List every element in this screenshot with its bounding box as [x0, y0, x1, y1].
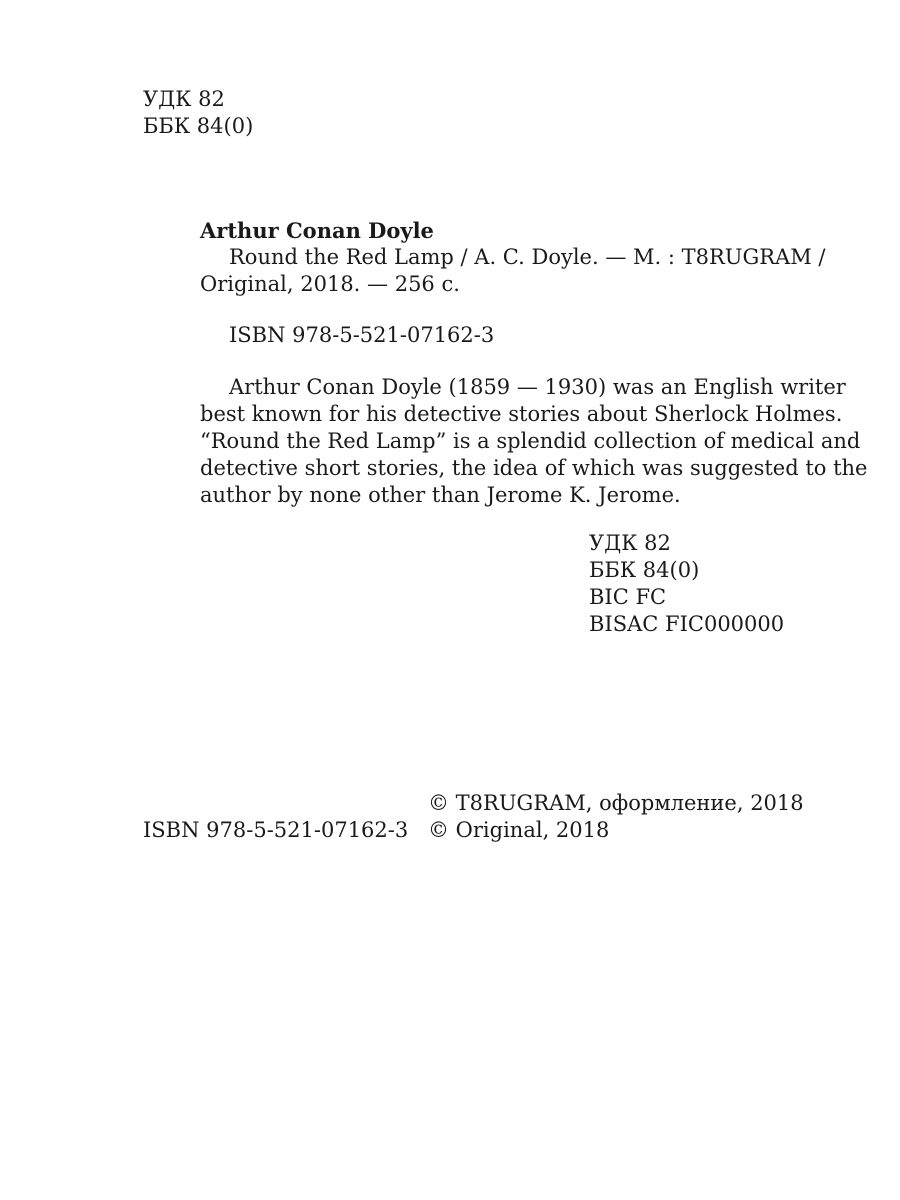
udk-code-right: УДК 82 — [589, 531, 671, 555]
right-classification-codes — [589, 530, 784, 638]
author-name: Arthur Conan Doyle — [200, 218, 434, 243]
annotation-line-2: best known for his detective stories about Sherlock Holmes. — [200, 402, 843, 426]
bbk-code-right: ББК 84(0) — [589, 558, 700, 582]
udk-code: УДК 82 — [143, 87, 225, 111]
bisac-code: BISAC FIC000000 — [589, 612, 785, 636]
record-line-1: Round the Red Lamp / A. C. Doyle. — M. : T8RUGRAM / — [229, 245, 826, 269]
annotation-line-3: “Round the Red Lamp” is a splendid collection of medical and — [200, 429, 861, 453]
annotation-line-4: detective short stories, the idea of which was suggested to the — [200, 456, 868, 480]
top-classification-codes — [143, 86, 253, 140]
bibliographic-record — [200, 217, 826, 298]
copyright-original: © Original, 2018 — [428, 818, 610, 842]
isbn-bottom: ISBN 978-5-521-07162-3 — [143, 818, 409, 842]
isbn-record: ISBN 978-5-521-07162-3 — [229, 323, 495, 347]
bic-code: BIC FC — [589, 585, 667, 609]
copyright-design: © T8RUGRAM, оформление, 2018 — [428, 791, 804, 815]
bbk-code: ББК 84(0) — [143, 114, 254, 138]
annotation — [200, 374, 868, 509]
copyright-notices — [428, 790, 804, 844]
annotation-line-1: Arthur Conan Doyle (1859 — 1930) was an English writer — [229, 375, 846, 399]
record-line-2: Original, 2018. — 256 с. — [200, 272, 460, 296]
annotation-line-5: author by none other than Jerome K. Jerome. — [200, 483, 681, 507]
